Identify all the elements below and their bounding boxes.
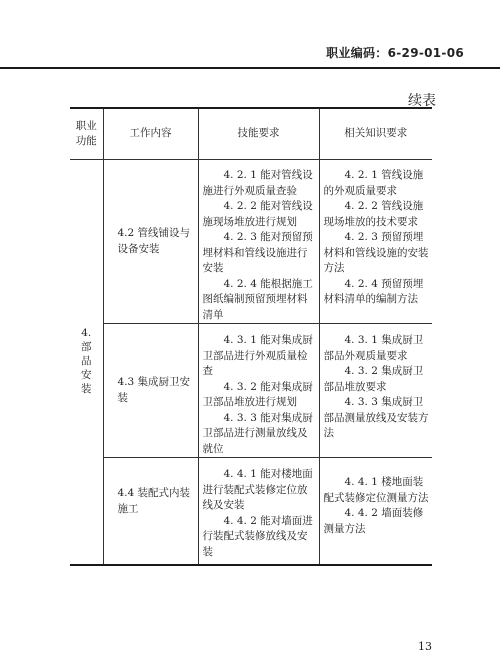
table-row bbox=[70, 160, 432, 324]
header-rule bbox=[0, 67, 500, 69]
knowledge-item: 4. 3. 3 集成厨卫部品测量放线及安装方法 bbox=[323, 396, 429, 439]
content-cell: 4.2 管线铺设与设备安装 bbox=[103, 160, 198, 324]
header-function: 职业 功能 bbox=[70, 108, 103, 160]
header-skills: 技能要求 bbox=[198, 108, 319, 160]
knowledge-item: 4. 2. 3 预留预埋材料和管线设施的安装方法 bbox=[323, 231, 429, 274]
skill-item: 4. 4. 2 能对墙面进行装配式装修放线及安装 bbox=[202, 514, 313, 558]
knowledge-item: 4. 2. 1 管线设施的外观质量要求 bbox=[323, 169, 424, 197]
function-cell bbox=[70, 160, 103, 565]
skills-cell bbox=[198, 160, 319, 324]
skill-item: 4. 4. 1 能对楼地面进行装配式装修定位放线及安装 bbox=[202, 468, 313, 511]
occupation-code: 职业编码：6-29-01-06 bbox=[326, 46, 464, 60]
page-number: 13 bbox=[418, 640, 432, 653]
knowledge-item: 4. 3. 1 集成厨卫部品外观质量要求 bbox=[323, 334, 424, 362]
knowledge-item: 4. 2. 4 预留预埋材料清单的编制方法 bbox=[323, 277, 424, 305]
header-knowledge: 相关知识要求 bbox=[319, 108, 432, 160]
skill-item: 4. 2. 2 能对管线设施现场堆放进行规划 bbox=[202, 200, 313, 228]
function-label: 4. 部品安装 bbox=[81, 327, 92, 395]
skill-item: 4. 3. 2 能对集成厨卫部品堆放进行规划 bbox=[202, 380, 313, 408]
skills-table bbox=[70, 107, 432, 566]
header-content: 工作内容 bbox=[103, 108, 198, 160]
skill-item: 4. 2. 4 能根据施工图纸编制预留预埋材料清单 bbox=[202, 277, 313, 321]
knowledge-cell bbox=[319, 160, 432, 324]
skill-item: 4. 2. 1 能对管线设施进行外观质量查验 bbox=[202, 169, 313, 197]
skill-item: 4. 3. 1 能对集成厨卫部品进行外观质量检查 bbox=[202, 334, 313, 377]
knowledge-cell bbox=[319, 458, 432, 565]
skills-cell bbox=[198, 458, 319, 565]
knowledge-cell bbox=[319, 324, 432, 458]
skill-item: 4. 3. 3 能对集成厨卫部品进行测量放线及就位 bbox=[202, 411, 313, 455]
continued-label: 续表 bbox=[408, 93, 436, 109]
table-row bbox=[70, 458, 432, 565]
knowledge-item: 4. 2. 2 管线设施现场堆放的技术要求 bbox=[323, 200, 424, 228]
knowledge-item: 4. 4. 2 墙面装修测量方法 bbox=[323, 507, 424, 535]
content-cell: 4.3 集成厨卫安装 bbox=[103, 324, 198, 458]
content-cell: 4.4 装配式内装施工 bbox=[103, 458, 198, 565]
table-row bbox=[70, 324, 432, 458]
table-header-row bbox=[70, 108, 432, 160]
skill-item: 4. 2. 3 能对预留预埋材料和管线设施进行安装 bbox=[202, 231, 313, 274]
knowledge-item: 4. 3. 2 集成厨卫部品堆放要求 bbox=[323, 365, 424, 393]
skills-cell bbox=[198, 324, 319, 458]
knowledge-item: 4. 4. 1 楼地面装配式装修定位测量方法 bbox=[323, 476, 429, 504]
